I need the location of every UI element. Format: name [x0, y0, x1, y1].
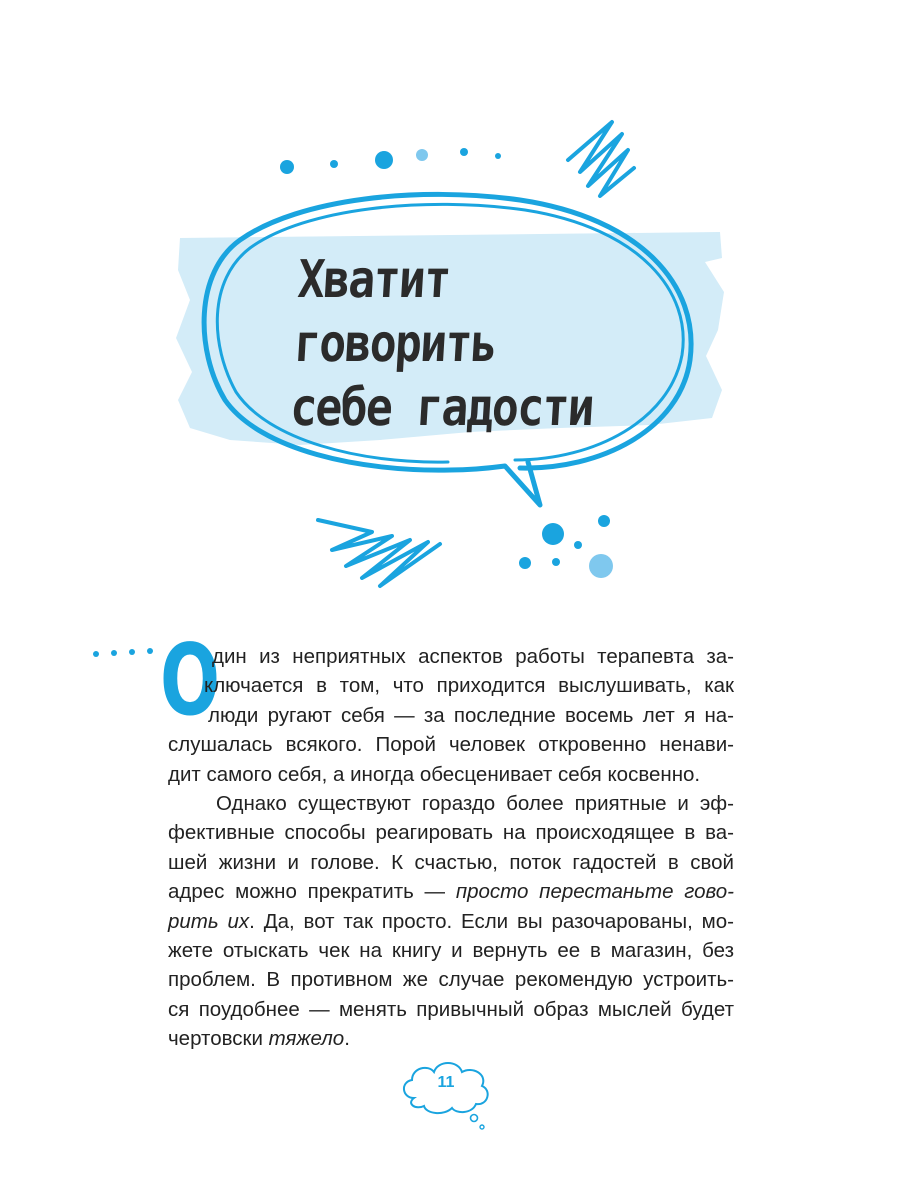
drop-cap: О [160, 624, 220, 738]
text-line: Однако существуют гораздо более приятные и эф- [216, 792, 734, 816]
text-line: дин из неприятных аспектов работы терапевта за- [212, 645, 734, 668]
body-text [168, 642, 734, 1054]
emphasis: тяжело [268, 1027, 345, 1051]
lead-in-dots [88, 642, 168, 662]
dots-bottom [519, 515, 613, 578]
text-line: шей жизни и голове. К счастью, поток гадостей в свой [168, 850, 734, 874]
cloud-icon [396, 1052, 496, 1132]
text-line: фективные способы реагировать на происходящее в ва- [168, 821, 734, 845]
text-fragment: адрес можно прекратить — [168, 880, 456, 904]
paragraph-2 [168, 789, 734, 1054]
title-line-3: себе гадости [288, 378, 595, 438]
text-fragment: . Да, вот так просто. Если вы разочарованы, мо- [249, 909, 734, 933]
dots-top [280, 148, 501, 174]
text-line [168, 907, 734, 936]
text-line: дит самого себя, а иногда обесценивает себя косвенно. [168, 762, 701, 786]
title-line-1: Хватит [296, 250, 452, 310]
text-line: жете отыскать чек на книгу и вернуть ее в магазин, без [168, 939, 734, 963]
text-line: ключается в том, что приходится выслушивать, как [204, 674, 734, 698]
emphasis: просто перестаньте гово- [455, 880, 734, 904]
page-number-cloud [396, 1052, 496, 1132]
paragraph-1 [168, 642, 734, 789]
title-line-2: говорить [292, 314, 498, 374]
emphasis: рить их [168, 909, 250, 933]
text-fragment: . [344, 1027, 350, 1051]
text-line: проблем. В противном же случае рекомендую устроить- [168, 968, 734, 992]
text-line [168, 877, 734, 906]
zigzag-bottom [318, 520, 440, 586]
text-line: слушалась всякого. Порой человек откровенно ненави- [168, 733, 734, 757]
text-line: ся поудобнее — менять привычный образ мыслей будет [168, 997, 734, 1021]
text-line: люди ругают себя — за последние восемь лет я на- [208, 703, 734, 727]
text-fragment: чертовски [168, 1027, 269, 1051]
chapter-title [288, 248, 595, 440]
text-line [168, 1024, 734, 1053]
zigzag-top [568, 122, 634, 196]
page-number: 11 [437, 1074, 455, 1091]
